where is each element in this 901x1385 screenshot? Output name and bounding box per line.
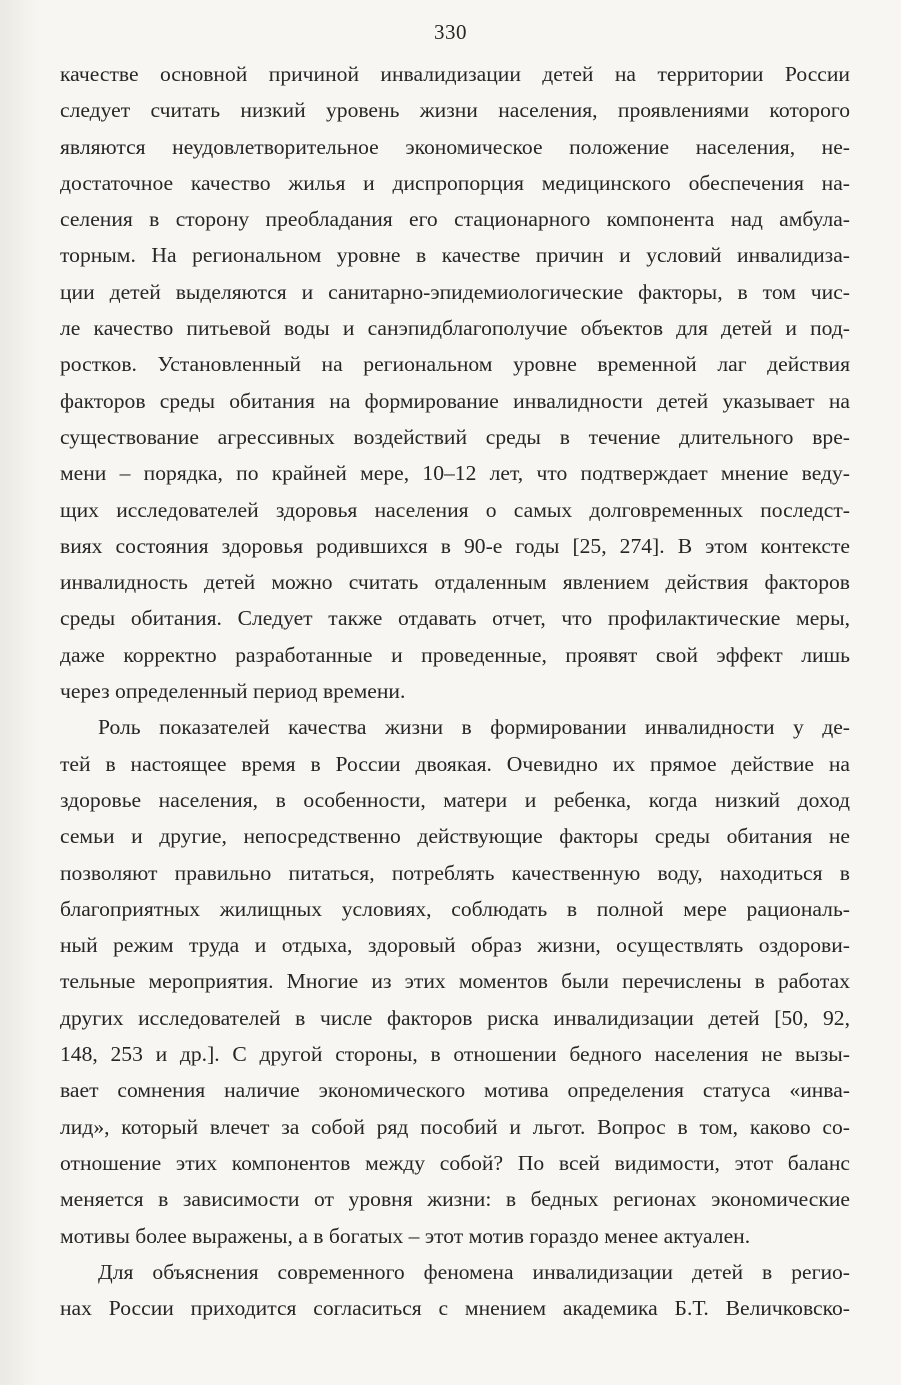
text-line: отношение этих компонентов между собой? По всей видимости, этот баланс xyxy=(60,1150,850,1175)
text-line: мотивы более выражены, а в богатых – этот мотив гораздо менее актуален. xyxy=(60,1223,751,1248)
text-line: являются неудовлетворительное экономическое положение населения, не- xyxy=(60,134,850,159)
text-line: меняется в зависимости от уровня жизни: в бедных регионах экономические xyxy=(60,1187,850,1212)
text-line: ный режим труда и отдыха, здоровый образ жизни, осуществлять оздорови- xyxy=(60,933,850,958)
text-line: тельные мероприятия. Многие из этих моментов были перечислены в работах xyxy=(60,969,850,994)
body-text xyxy=(60,56,850,1326)
text-line: ростков. Установленный на региональном уровне временной лаг действия xyxy=(60,352,850,377)
text-line: даже корректно разработанные и проведенные, проявят свой эффект лишь xyxy=(60,642,850,667)
text-line: 148, 253 и др.]. С другой стороны, в отношении бедного населения не вызы- xyxy=(60,1042,850,1067)
text-line: щих исследователей здоровья населения о самых долговременных последст- xyxy=(60,497,850,522)
text-line: через определенный период времени. xyxy=(60,679,406,704)
page-number: 330 xyxy=(434,20,467,44)
text-line: достаточное качество жилья и диспропорция медицинского обеспечения на- xyxy=(60,170,850,195)
text-line: тей в настоящее время в России двоякая. Очевидно их прямое действие на xyxy=(60,751,850,776)
paragraph xyxy=(60,56,850,709)
text-line: ле качество питьевой воды и санэпидблагополучие объектов для детей и под- xyxy=(60,316,850,341)
scan-gutter-shadow xyxy=(0,0,40,1385)
text-line: позволяют правильно питаться, потреблять качественную воду, находиться в xyxy=(60,860,850,885)
text-line: среды обитания. Следует также отдавать отчет, что профилактические меры, xyxy=(60,606,850,631)
text-line: вает сомнения наличие экономического мотива определения статуса «инва- xyxy=(60,1078,850,1103)
text-line: инвалидность детей можно считать отдаленным явлением действия факторов xyxy=(60,570,850,595)
text-line: Роль показателей качества жизни в формировании инвалидности у де- xyxy=(98,715,850,740)
text-line: виях состояния здоровья родившихся в 90-е годы [25, 274]. В этом контексте xyxy=(60,533,850,558)
paragraph xyxy=(60,709,850,1253)
text-line: качестве основной причиной инвалидизации детей на территории России xyxy=(60,62,850,86)
text-line: других исследователей в числе факторов риска инвалидизации детей [50, 92, xyxy=(60,1005,850,1030)
text-line: существование агрессивных воздействий среды в течение длительного вре- xyxy=(60,424,850,449)
text-line: торным. На региональном уровне в качестве причин и условий инвалидиза- xyxy=(60,243,850,268)
text-line: здоровье населения, в особенности, матери и ребенка, когда низкий доход xyxy=(60,787,850,812)
text-line: семьи и другие, непосредственно действующие факторы среды обитания не xyxy=(60,824,850,849)
text-line: факторов среды обитания на формирование инвалидности детей указывает на xyxy=(60,388,850,413)
text-line: ции детей выделяются и санитарно-эпидемиологические факторы, в том чис- xyxy=(60,279,850,304)
text-line: следует считать низкий уровень жизни населения, проявлениями которого xyxy=(60,98,850,123)
text-line: мени – порядка, по крайней мере, 10–12 лет, что подтверждает мнение веду- xyxy=(60,461,850,486)
paragraph xyxy=(60,1254,850,1327)
text-line: благоприятных жилищных условиях, соблюдать в полной мере рациональ- xyxy=(60,896,850,921)
text-line: селения в сторону преобладания его стационарного компонента над амбула- xyxy=(60,207,850,232)
text-line: нах России приходится согласиться с мнением академика Б.Т. Величковско- xyxy=(60,1296,850,1321)
text-line: Для объяснения современного феномена инвалидизации детей в регио- xyxy=(98,1259,850,1284)
text-line: лид», который влечет за собой ряд пособий и льгот. Вопрос в том, каково со- xyxy=(60,1114,850,1139)
